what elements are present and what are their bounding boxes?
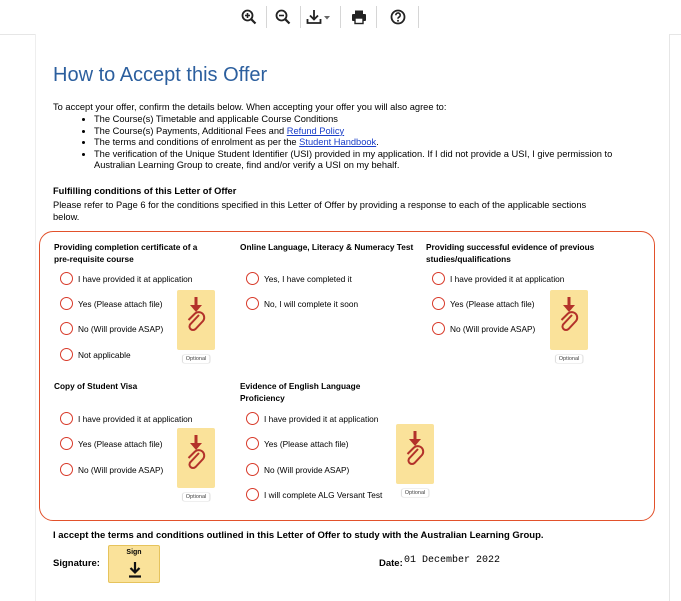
toolbar-divider: [266, 6, 267, 28]
english-heading: Evidence of English Language Proficiency: [240, 381, 361, 403]
download-button[interactable]: [304, 4, 334, 30]
toolbar-divider: [300, 6, 301, 28]
radio-button[interactable]: [60, 348, 73, 361]
visa-attach-button[interactable]: [177, 428, 215, 500]
visa-option-provided[interactable]: I have provided it at application: [60, 412, 192, 425]
radio-button[interactable]: [246, 463, 259, 476]
prev-option-no[interactable]: No (Will provide ASAP): [432, 322, 535, 335]
radio-button[interactable]: [432, 322, 445, 335]
pdf-toolbar: [0, 0, 681, 35]
zoom-out-icon: [275, 9, 291, 25]
help-icon: [390, 9, 406, 25]
term-item: • The terms and conditions of enrolment as per the Student Handbook.: [94, 137, 654, 149]
download-arrow-icon: [127, 561, 143, 579]
document-page: [35, 34, 670, 601]
help-button[interactable]: [387, 4, 409, 30]
zoom-out-button[interactable]: [272, 4, 294, 30]
radio-button[interactable]: [246, 297, 259, 310]
paperclip-attach-icon: [177, 428, 215, 474]
paperclip-attach-icon: [177, 290, 215, 336]
prereq-option-no[interactable]: No (Will provide ASAP): [60, 322, 163, 335]
term-item: • The verification of the Unique Student Identifier (USI) provided in my application. If I did not provide a USI, I give permission to Australian Learning Group to create, find and/or verify a USI on my behalf.: [94, 149, 654, 172]
visa-option-yes[interactable]: Yes (Please attach file): [60, 437, 163, 450]
accept-statement: I accept the terms and conditions outlined in this Letter of Offer to study with the Australian Learning Group.: [53, 530, 544, 541]
conditions-box: [39, 231, 655, 521]
english-option-provided[interactable]: I have provided it at application: [246, 412, 378, 425]
radio-button[interactable]: [60, 412, 73, 425]
radio-button[interactable]: [60, 322, 73, 335]
print-button[interactable]: [348, 4, 370, 30]
fulfilling-conditions-text: Please refer to Page 6 for the conditions specified in this Letter of Offer by providing a response to each of the applicable sections below.: [53, 200, 587, 222]
student-handbook-link[interactable]: Student Handbook: [299, 137, 377, 148]
signature-label: Signature:: [53, 558, 100, 569]
prereq-option-na[interactable]: Not applicable: [60, 348, 131, 361]
english-option-versant[interactable]: I will complete ALG Versant Test: [246, 488, 382, 501]
lln-option-completed[interactable]: Yes, I have completed it: [246, 272, 352, 285]
lln-option-soon[interactable]: No, I will complete it soon: [246, 297, 358, 310]
toolbar-divider: [376, 6, 377, 28]
radio-button[interactable]: [432, 297, 445, 310]
prev-option-provided[interactable]: I have provided it at application: [432, 272, 564, 285]
zoom-in-button[interactable]: [238, 4, 260, 30]
prev-option-yes[interactable]: Yes (Please attach file): [432, 297, 535, 310]
prereq-option-yes[interactable]: Yes (Please attach file): [60, 297, 163, 310]
english-option-no[interactable]: No (Will provide ASAP): [246, 463, 349, 476]
date-label: Date:: [379, 558, 403, 569]
optional-tag: Optional: [402, 489, 429, 497]
print-icon: [351, 9, 367, 25]
date-value: 01 December 2022: [404, 555, 501, 566]
page-title: How to Accept this Offer: [53, 64, 268, 86]
intro-text: To accept your offer, confirm the details below. When accepting your offer you will also agree to:: [53, 102, 447, 112]
radio-button[interactable]: [246, 272, 259, 285]
refund-policy-link[interactable]: Refund Policy: [286, 125, 345, 136]
radio-button[interactable]: [60, 463, 73, 476]
radio-button[interactable]: [432, 272, 445, 285]
radio-button[interactable]: [60, 272, 73, 285]
radio-button[interactable]: [246, 437, 259, 450]
toolbar-divider: [418, 6, 419, 28]
sign-button-label: Sign: [126, 549, 142, 556]
term-item: • The Course(s) Timetable and applicable Course Conditions: [94, 114, 654, 126]
prereq-heading: Providing completion certificate of a pre-requisite course: [54, 242, 198, 264]
prereq-attach-button[interactable]: [177, 290, 215, 362]
fulfilling-conditions-title: Fulfilling conditions of this Letter of Offer: [53, 186, 237, 196]
optional-tag: Optional: [183, 493, 210, 501]
sign-button[interactable]: [108, 545, 160, 583]
radio-button[interactable]: [60, 437, 73, 450]
english-attach-button[interactable]: [396, 424, 434, 496]
optional-tag: Optional: [556, 355, 583, 363]
radio-button[interactable]: [246, 412, 259, 425]
term-item: • The Course(s) Payments, Additional Fees and Refund Policy: [94, 126, 654, 138]
visa-heading: Copy of Student Visa: [54, 381, 138, 391]
terms-list: [76, 114, 654, 172]
zoom-in-icon: [241, 9, 257, 25]
paperclip-attach-icon: [550, 290, 588, 336]
prereq-option-provided[interactable]: I have provided it at application: [60, 272, 192, 285]
paperclip-attach-icon: [396, 424, 434, 470]
prev-attach-button[interactable]: [550, 290, 588, 362]
lln-heading: Online Language, Literacy & Numeracy Test: [240, 242, 414, 252]
english-option-yes[interactable]: Yes (Please attach file): [246, 437, 349, 450]
download-icon: [306, 9, 332, 25]
radio-button[interactable]: [246, 488, 259, 501]
radio-button[interactable]: [60, 297, 73, 310]
visa-option-no[interactable]: No (Will provide ASAP): [60, 463, 163, 476]
prev-studies-heading: Providing successful evidence of previous studies/qualifications: [426, 242, 595, 264]
toolbar-divider: [340, 6, 341, 28]
optional-tag: Optional: [183, 355, 210, 363]
